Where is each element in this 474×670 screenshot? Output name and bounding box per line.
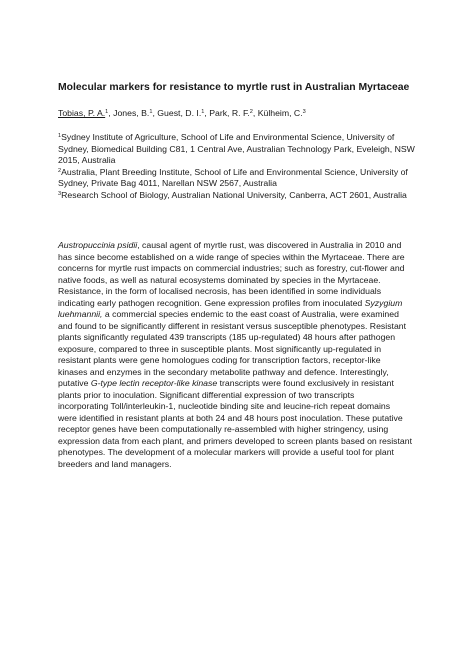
author-affiliation-mark: 1 <box>149 109 153 115</box>
affiliation-line <box>58 132 428 144</box>
abstract-text: exposure, compared to three in susceptible plants. Most significantly up-regulated in <box>58 343 382 354</box>
abstract-line <box>58 367 430 379</box>
abstract-line <box>58 298 430 310</box>
abstract-line <box>58 240 430 252</box>
affiliation-line <box>58 167 428 179</box>
abstract-text: kinases and enzymes in the secondary metabolite pathway and defence. Interestingly, <box>58 366 389 377</box>
abstract-text: putative <box>58 378 91 388</box>
abstract-line <box>58 252 430 264</box>
abstract-text: concerns for myrtle rust impacts on commercial industries; such as forestry, cut-flower and <box>58 263 405 273</box>
affiliation-mark: 2 <box>58 167 62 174</box>
abstract-line <box>58 355 430 367</box>
affiliation-text: Sydney Institute of Agriculture, School of Life and Environmental Science, University of <box>61 132 395 142</box>
affiliation-line <box>58 155 428 167</box>
abstract-text: were identified in resistant plants at both 24 and 48 hours post inoculation. These putative <box>58 412 403 423</box>
author-name: Guest, D. I. <box>157 108 202 118</box>
abstract-text: resistant plants were gene homologues coding for transcription factors, receptor-like <box>58 355 381 365</box>
italic-term: Syzygium <box>364 297 403 308</box>
author-affiliation-mark: 1 <box>105 109 109 115</box>
affiliation-line <box>58 178 428 190</box>
italic-term: luehmannii, <box>58 309 103 319</box>
author-separator: , <box>204 108 210 118</box>
abstract-text: incorporating Toll/interleukin-1, nucleotide binding site and leucine-rich repeat domains <box>58 401 391 411</box>
abstract-body <box>58 240 430 470</box>
affiliation-text: Sydney, Private Bag 4011, Narellan NSW 2567, Australia <box>58 178 277 189</box>
abstract-text: transcripts were found exclusively in resistant <box>217 378 394 388</box>
abstract-line <box>58 286 430 298</box>
paper-title: Molecular markers for resistance to myrtle rust in Australian Myrtaceae <box>58 82 410 93</box>
abstract-text: has since become established on a wide range of species within the Myrtaceae. There are <box>58 251 405 262</box>
affiliation-list <box>58 132 428 202</box>
abstract-text: a commercial species endemic to the east coast of Australia, were examined <box>102 309 399 319</box>
author-affiliation-mark: 1 <box>201 109 205 115</box>
abstract-text: and found to be significantly different in resistant versus susceptible phenotypes. Resistant <box>58 320 407 331</box>
abstract-text: breeders and land managers. <box>58 458 172 469</box>
abstract-line <box>58 390 430 402</box>
author-separator: , <box>108 108 114 118</box>
affiliation-mark: 1 <box>58 133 62 139</box>
abstract-text: Resistance, in the form of localised necrosis, has been identified in some individuals <box>58 286 382 296</box>
affiliation-text: Research School of Biology, Australian National University, Canberra, ACT 2601, Australia <box>61 189 407 200</box>
affiliation-text: 2015, Australia <box>58 155 116 166</box>
abstract-line <box>58 309 430 321</box>
abstract-line <box>58 401 430 413</box>
abstract-text: expression data from each plant, and primers developed to screen plants based on resistant <box>58 435 412 446</box>
affiliation-mark: 3 <box>58 190 62 197</box>
author-affiliation-mark: 2 <box>249 109 253 115</box>
abstract-line <box>58 378 430 390</box>
abstract-line <box>58 263 430 275</box>
abstract-line <box>58 447 430 459</box>
abstract-text: , causal agent of myrtle rust, was discovered in Australia in 2010 and <box>137 240 402 250</box>
abstract-line <box>58 436 430 448</box>
italic-term: Austropuccinia psidii <box>58 240 138 250</box>
italic-term: G-type lectin receptor-like kinase <box>90 378 218 388</box>
abstract-text: phenotypes. The development of a molecular markers will provide a useful tool for plant <box>58 447 394 457</box>
affiliation-line <box>58 190 428 202</box>
abstract-line <box>58 344 430 356</box>
abstract-text: plants prior to inoculation. Significant differential expression of two transcripts <box>58 389 355 400</box>
author-list <box>58 107 438 119</box>
abstract-line <box>58 459 430 471</box>
author-name: Tobias, P. A. <box>58 108 106 118</box>
abstract-text: native foods, as well as natural ecosystems dominated by species in the Myrtaceae. <box>58 274 381 285</box>
author-name: Külheim, C. <box>257 108 303 118</box>
author-separator: , <box>252 108 258 118</box>
author-affiliation-mark: 3 <box>302 109 306 115</box>
affiliation-line <box>58 144 428 156</box>
affiliation-text: Australia, Plant Breeding Institute, School of Life and Environmental Science, University of <box>61 166 408 177</box>
abstract-line <box>58 413 430 425</box>
abstract-line <box>58 275 430 287</box>
abstract-text: indicating early pathogen recognition. Gene expression profiles from inoculated <box>58 297 365 308</box>
author-separator: , <box>152 108 158 118</box>
author-name: Park, R. F. <box>209 108 250 118</box>
abstract-line <box>58 424 430 436</box>
affiliation-text: Sydney, Biomedical Building C81, 1 Central Ave, Australian Technology Park, Eveleigh, NSW <box>58 143 415 154</box>
abstract-text: plants significantly regulated 439 transcripts (185 up-regulated) 48 hours after pathogen <box>58 332 396 342</box>
abstract-line <box>58 321 430 333</box>
abstract-line <box>58 332 430 344</box>
abstract-text: receptor genes have been computationally re-assembled with higher stringency, using <box>58 424 389 434</box>
author-name: Jones, B. <box>113 108 150 118</box>
